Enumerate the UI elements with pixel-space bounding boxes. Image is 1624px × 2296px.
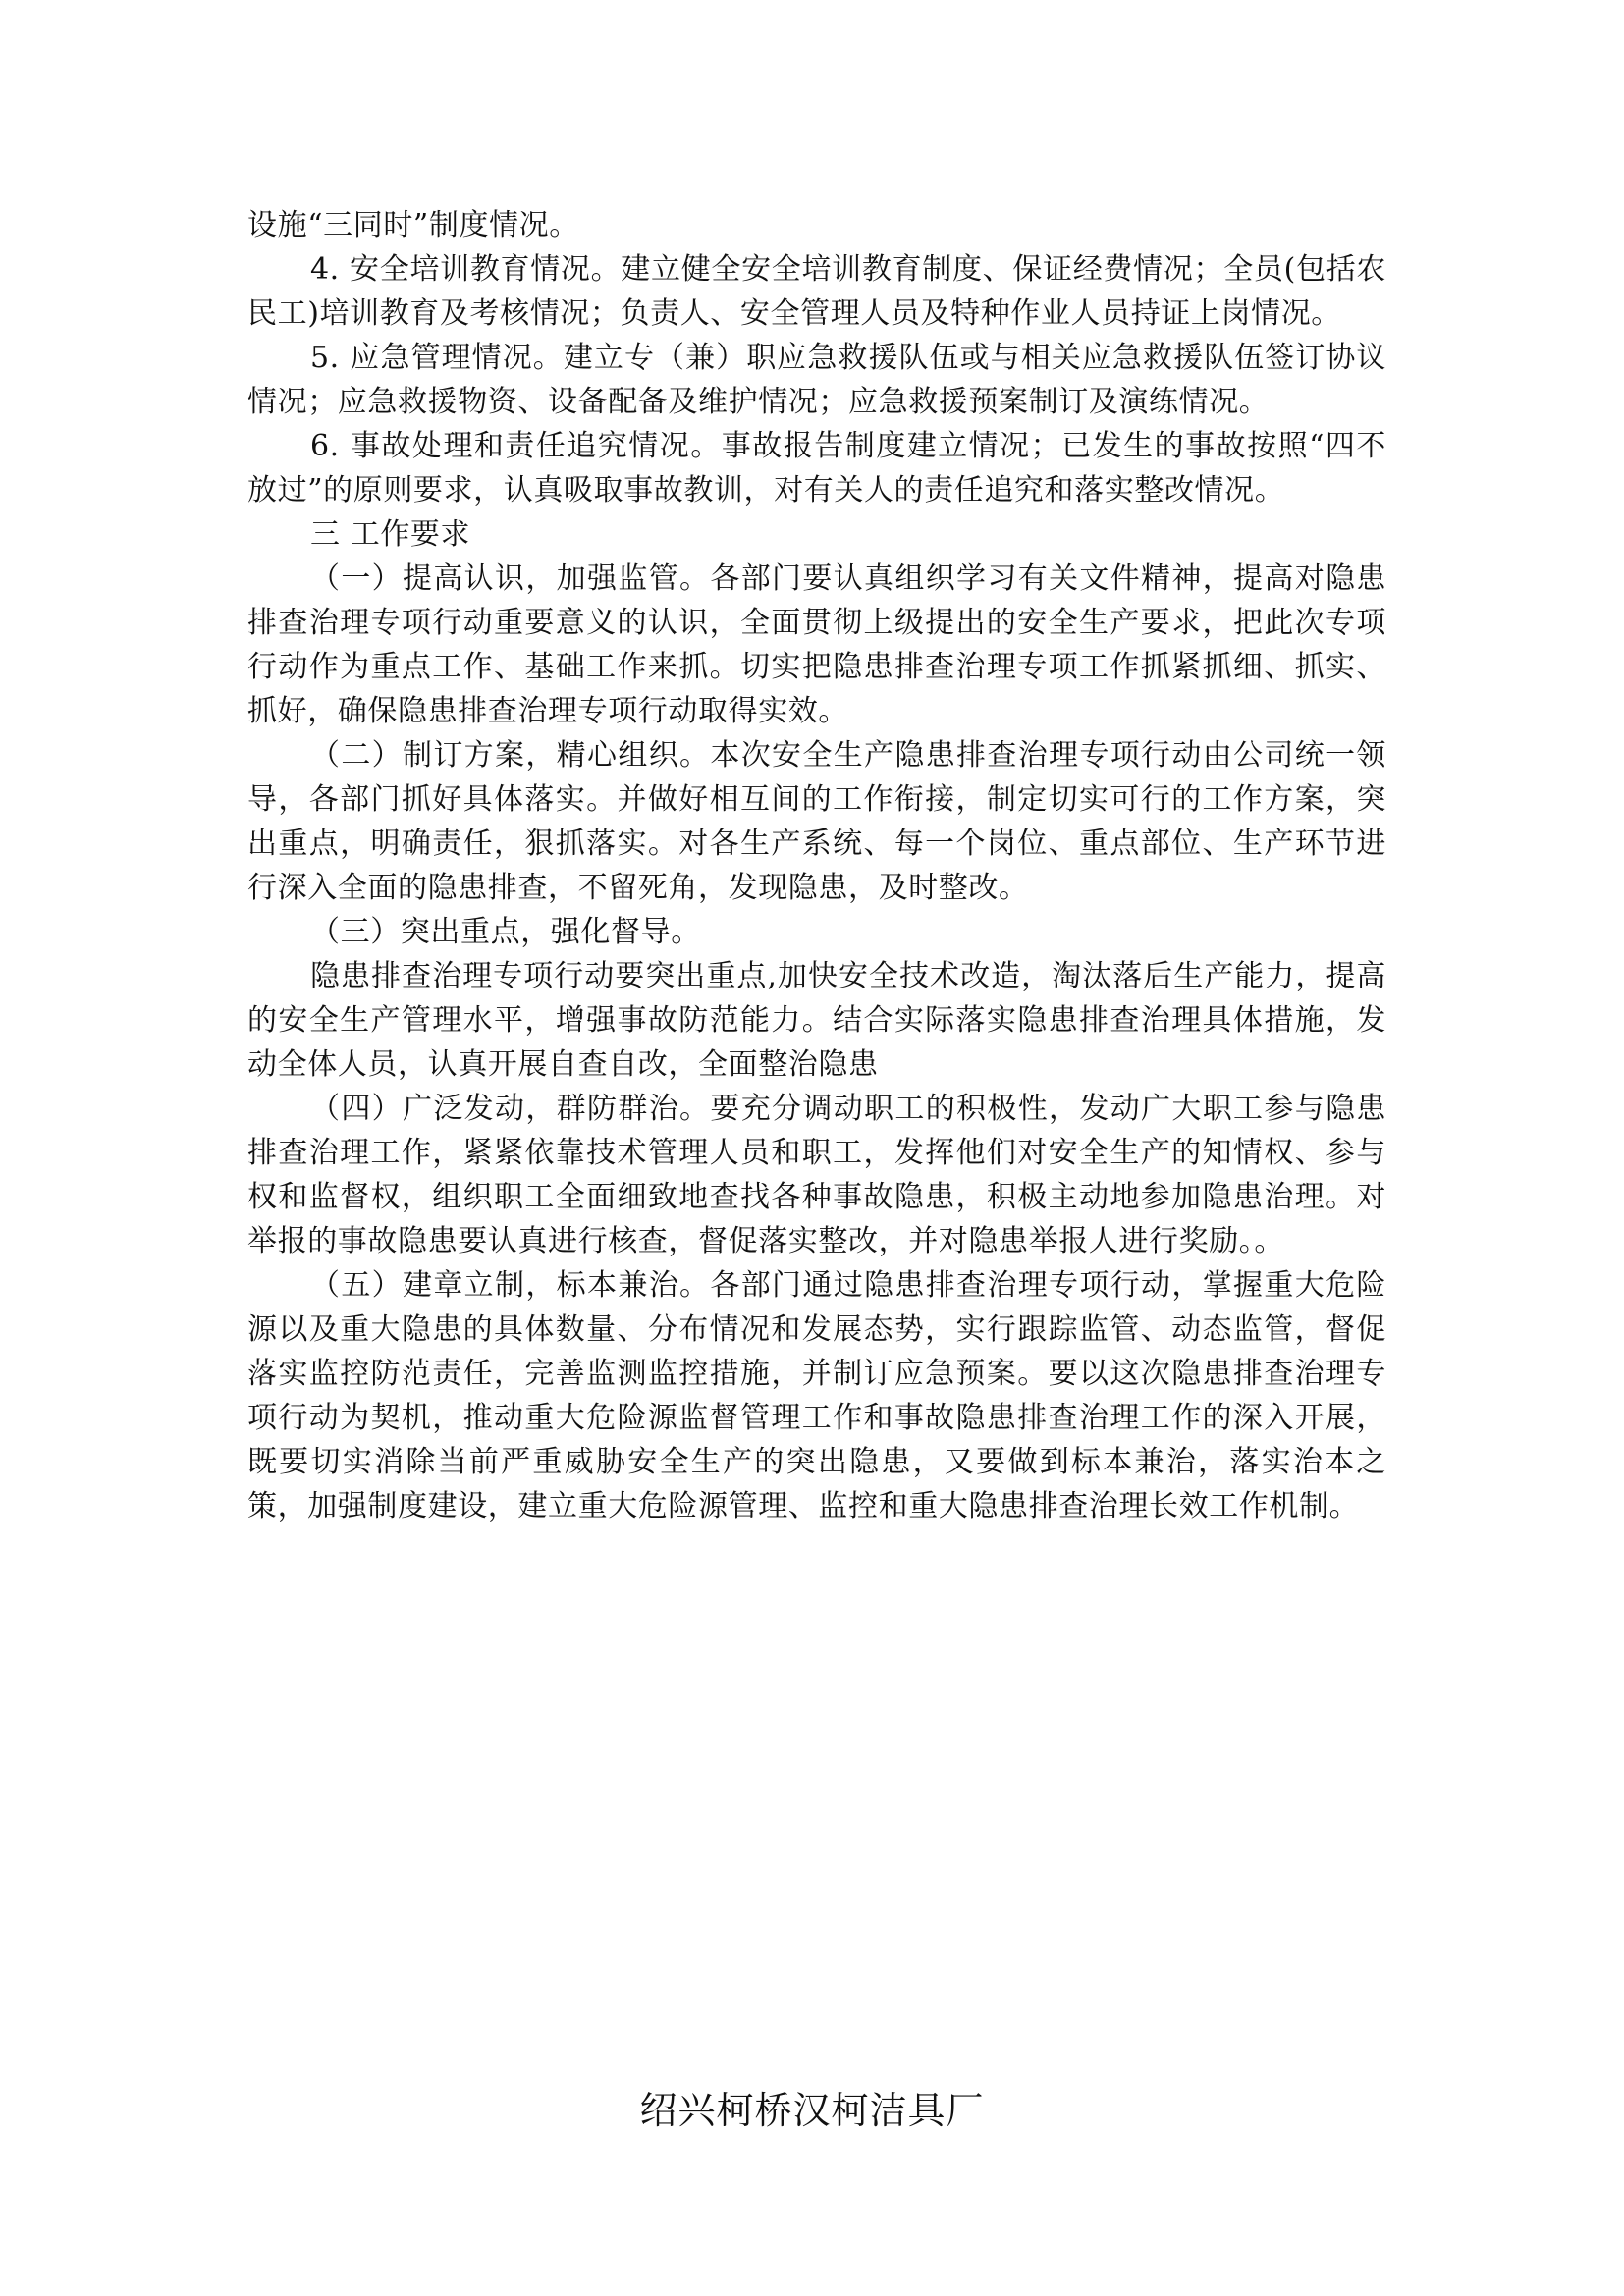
paragraph-requirement-2: （二）制订方案，精心组织。本次安全生产隐患排查治理专项行动由公司统一领导，各部门抓好具体落实。并做好相互间的工作衔接，制定切实可行的工作方案，突出重点，明确责任，狠抓落实。对各生产系统、每一个岗位、重点部位、生产环节进行深入全面的隐患排查，不留死角，发现隐患，及时整改。 <box>247 738 1386 905</box>
paragraph-requirement-3-body: 隐患排查治理专项行动要突出重点,加快安全技术改造，淘汰落后生产能力，提高的安全生产管理水平，增强事故防范能力。结合实际落实隐患排查治理具体措施，发动全体人员，认真开展自查自改，全面整治隐患 <box>247 959 1386 1082</box>
paragraph-item-5-emergency: 5. 应急管理情况。建立专（兼）职应急救援队伍或与相关应急救援队伍签订协议情况；应急救援物资、设备配备及维护情况；应急救援预案制订及演练情况。 <box>247 341 1386 419</box>
paragraph-requirement-4: （四）广泛发动，群防群治。要充分调动职工的积极性，发动广大职工参与隐患排查治理工作，紧紧依靠技术管理人员和职工，发挥他们对安全生产的知情权、参与权和监督权，组织职工全面细致地查找各种事故隐患，积极主动地参加隐患治理。对举报的事故隐患要认真进行核查，督促落实整改，并对隐患举报人进行奖励。。 <box>247 1092 1386 1258</box>
paragraph-requirement-3-title: （三）突出重点，强化督导。 <box>310 915 701 949</box>
section-heading-requirements: 三 工作要求 <box>310 517 471 552</box>
paragraph-item-4-training: 4. 安全培训教育情况。建立健全安全培训教育制度、保证经费情况；全员(包括农民工)培训教育及考核情况；负责人、安全管理人员及特种作业人员持证上岗情况。 <box>247 252 1386 331</box>
paragraph-requirement-1: （一）提高认识，加强监管。各部门要认真组织学习有关文件精神，提高对隐患排查治理专项行动重要意义的认识，全面贯彻上级提出的安全生产要求，把此次专项行动作为重点工作、基础工作来抓。切实把隐患排查治理专项工作抓紧抓细、抓实、抓好，确保隐患排查治理专项行动取得实效。 <box>247 561 1386 728</box>
paragraph-requirement-5: （五）建章立制，标本兼治。各部门通过隐患排查治理专项行动，掌握重大危险源以及重大隐患的具体数量、分布情况和发展态势，实行跟踪监管、动态监管，督促落实监控防范责任，完善监测监控措施，并制订应急预案。要以这次隐患排查治理专项行动为契机，推动重大危险源监督管理工作和事故隐患排查治理工作的深入开展，既要切实消除当前严重威胁安全生产的突出隐患，又要做到标本兼治，落实治本之策，加强制度建设，建立重大危险源管理、监控和重大隐患排查治理长效工作机制。 <box>247 1268 1386 1523</box>
document-body <box>247 203 1386 1528</box>
paragraph-item-6-accident: 6. 事故处理和责任追究情况。事故报告制度建立情况；已发生的事故按照“四不放过”的原则要求，认真吸取事故教训，对有关人的责任追究和落实整改情况。 <box>247 429 1386 507</box>
signature-company-name: 绍兴柯桥汉柯洁具厂 <box>639 2089 985 2132</box>
paragraph-continued: 设施“三同时”制度情况。 <box>247 208 579 242</box>
